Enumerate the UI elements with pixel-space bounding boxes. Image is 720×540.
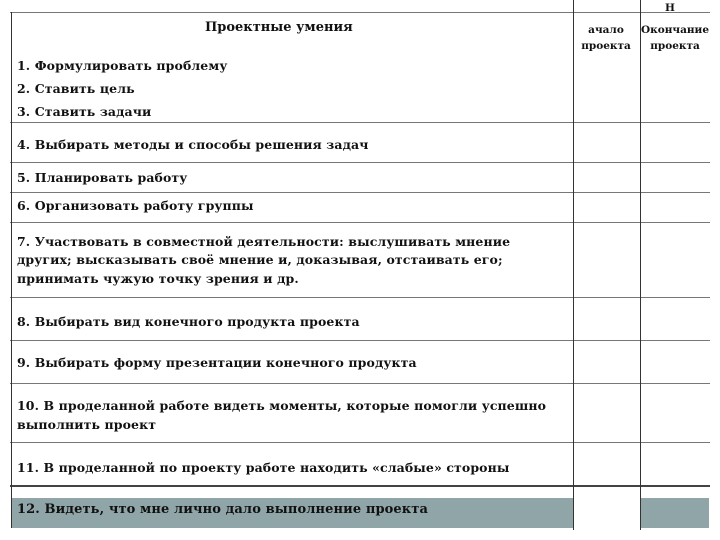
row-divider [10, 485, 710, 487]
table-title: Проектные умения [205, 20, 353, 35]
skill-row-7-line2: других; высказывать своё мнение и, доказывая, отстаивать его; [17, 252, 503, 267]
row-divider [10, 383, 710, 384]
row-divider [10, 222, 710, 223]
start-column-header-line2: проекта [581, 40, 631, 52]
column-divider-left [11, 12, 12, 528]
end-column-header-line1: Окончание [640, 24, 710, 36]
row-divider [10, 340, 710, 341]
row-divider [10, 297, 710, 298]
skill-row-10-line1: 10. В проделанной работе видеть моменты, которые помогли успешно [17, 398, 547, 413]
skill-row-4: 4. Выбирать методы и способы решения задач [17, 137, 369, 152]
row-divider [10, 192, 710, 193]
skill-row-6: 6. Организовать работу группы [17, 198, 254, 213]
skill-row-8: 8. Выбирать вид конечного продукта проекта [17, 314, 360, 329]
skill-row-11: 11. В проделанной по проекту работе находить «слабые» стороны [17, 460, 510, 475]
skill-row-7-line3: принимать чужую точку зрения и др. [17, 271, 299, 286]
row-divider [10, 162, 710, 163]
column-divider-start [573, 0, 574, 530]
row-divider [10, 122, 710, 123]
skill-row-7-line1: 7. Участвовать в совместной деятельности: выслушивать мнение [17, 234, 511, 249]
footer-cell-start [574, 498, 640, 528]
skill-row-2: 2. Ставить цель [17, 81, 135, 96]
skill-row-1: 1. Формулировать проблему [17, 58, 228, 73]
skill-row-3: 3. Ставить задачи [17, 104, 152, 119]
start-column-header-letter: Н [665, 2, 675, 14]
skill-row-12: 12. Видеть, что мне лично дало выполнение проекта [17, 502, 428, 517]
start-column-header-line1: ачало [588, 24, 624, 36]
row-divider [10, 442, 710, 443]
skill-row-9: 9. Выбирать форму презентации конечного продукта [17, 355, 417, 370]
skill-row-10-line2: выполнить проект [17, 417, 157, 432]
skill-row-5: 5. Планировать работу [17, 170, 188, 185]
column-divider-end [640, 0, 641, 530]
row-divider [10, 12, 710, 13]
end-column-header-line2: проекта [650, 40, 700, 52]
